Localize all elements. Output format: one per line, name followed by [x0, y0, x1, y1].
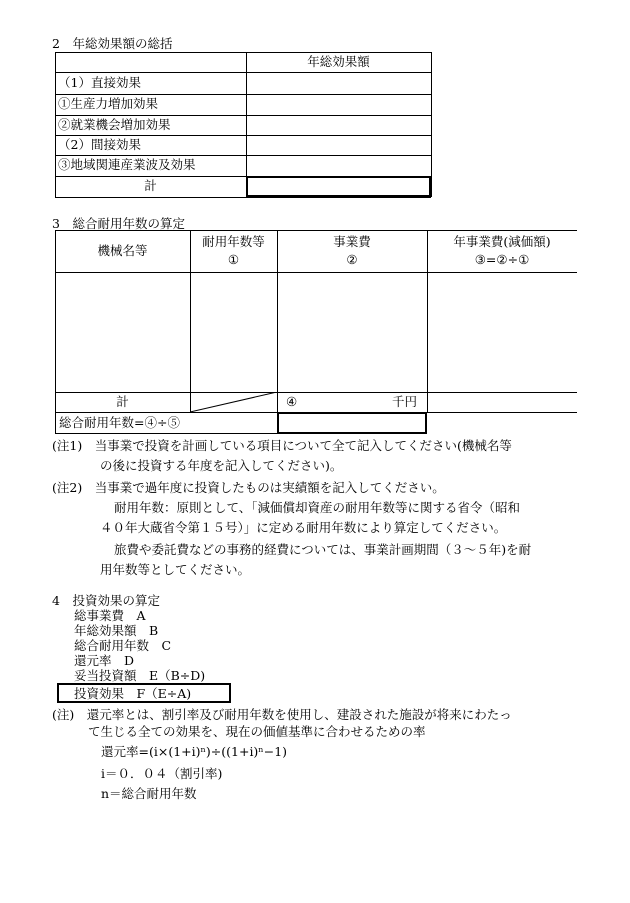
section2-heading: 2 年総効果額の総括: [52, 36, 173, 51]
header-machine-name: 機械名等: [97, 243, 148, 258]
total-row-label: 計: [116, 394, 129, 409]
item-overall-years: 総合耐用年数 C: [74, 638, 172, 653]
overall-years-cell[interactable]: [277, 412, 427, 434]
header-annual-formula: ③=②÷①: [474, 252, 530, 267]
header-life-years: 耐用年数等: [202, 234, 265, 249]
note1-line1: (注1) 当事業で投資を計画している項目について全て記入してください(機械名等: [52, 438, 512, 453]
item-annual-effect: 年総効果額 B: [74, 623, 159, 638]
overall-years-label: 総合耐用年数=④÷⑤: [59, 415, 180, 430]
total-cost-prefix: ④: [286, 394, 298, 409]
note1-line2: の後に投資する年度を記入してください)。: [100, 458, 343, 473]
header-cost-mark: ②: [346, 252, 358, 267]
n-definition: n＝総合耐用年数: [101, 786, 197, 801]
item-return-rate: 還元率 D: [74, 653, 135, 668]
total-cost-unit: 千円: [392, 394, 418, 409]
row-direct-effect: （1）直接効果: [58, 75, 141, 90]
row-productivity-effect: ①生産力増加効果: [58, 96, 159, 111]
return-rate-note-line1: (注) 還元率とは、割引率及び耐用年数を使用し、建設された施設が将来にわたっ: [52, 707, 512, 722]
row-indirect-effect: （2）間接効果: [58, 137, 141, 152]
discount-rate: i＝０．０４（割引率): [101, 766, 223, 781]
total-effect-cell[interactable]: [246, 176, 431, 197]
note2-line4: 旅費や委託費などの事務的経費については、事業計画期間（３～５年)を耐: [114, 542, 532, 557]
investment-effect-label: 投資効果 F（E÷A): [74, 686, 192, 701]
row-total: 計: [144, 178, 157, 193]
header-life-mark: ①: [227, 252, 240, 267]
return-rate-formula: 還元率=(i×(1+i)ⁿ)÷((1+i)ⁿ−1): [101, 744, 288, 759]
return-rate-note-line2: て生じる全ての効果を、現在の価値基準に合わせるための率: [88, 724, 426, 739]
section4-heading: 4 投資効果の算定: [52, 593, 160, 608]
header-annual-cost: 年事業費(減価額): [453, 234, 551, 249]
diagonal-slash: [190, 392, 277, 412]
header-cost: 事業費: [333, 234, 371, 249]
note2-line1: (注2) 当事業で過年度に投資したものは実績額を記入してください。: [52, 480, 445, 495]
note2-line2: 耐用年数：原則として、「減価償却資産の耐用年数等に関する省令（昭和: [114, 500, 521, 515]
item-valid-investment: 妥当投資額 E（B÷D): [74, 668, 206, 683]
row-employment-effect: ②就業機会増加効果: [58, 117, 171, 132]
section3-heading: 3 総合耐用年数の算定: [52, 216, 185, 231]
note2-line3: ４０年大蔵省令第１５号）」に定める耐用年数により算定してください。: [100, 520, 507, 535]
row-regional-effect: ③地域関連産業波及効果: [58, 157, 196, 172]
note2-line5: 用年数等としてください。: [100, 562, 251, 577]
item-total-cost: 総事業費 A: [74, 608, 146, 623]
investment-effect-box: [57, 683, 231, 703]
col-header-annual-effect: 年総効果額: [307, 54, 370, 69]
